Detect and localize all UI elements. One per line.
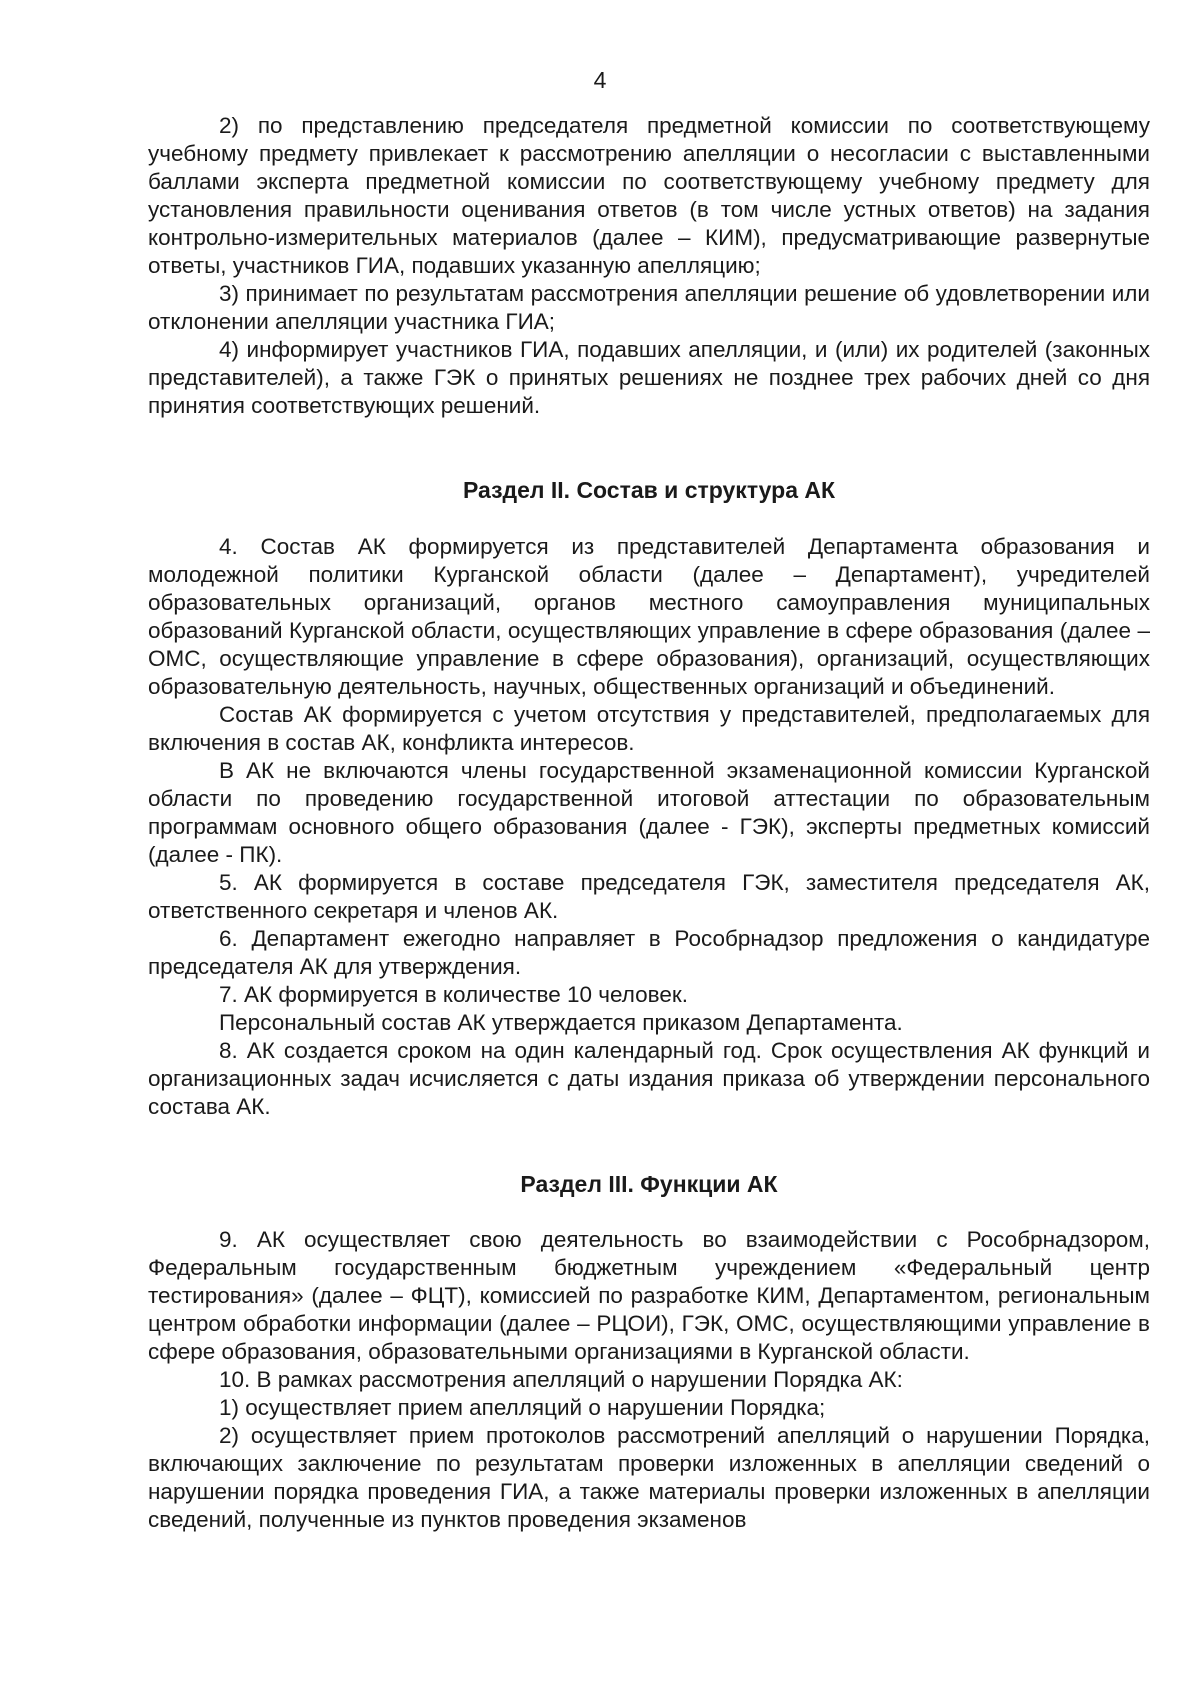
paragraph-9: 9. АК осуществляет свою деятельность во взаимодействии с Рособрнадзором, Федеральным государственным бюджетным учреждением «Федеральный центр тестирования» (далее – ФЦТ), комиссией по разработке КИМ, Департаментом, региональным центром обработки информации (далее – РЦОИ), ГЭК, ОМС, осуществляющими управление в сфере образования, образовательными организациями в Курганской области. — [148, 1227, 1150, 1364]
paragraph-item-4: 4) информирует участников ГИА, подавших апелляции, и (или) их родителей (законных представителей), а также ГЭК о принятых решениях не позднее трех рабочих дней со дня принятия соответствующих решений. — [148, 337, 1150, 418]
paragraph-5: 5. АК формируется в составе председателя ГЭК, заместителя председателя АК, ответственного секретаря и членов АК. — [148, 870, 1150, 923]
paragraph-10-item-1: 1) осуществляет прием апелляций о нарушении Порядка; — [219, 1395, 826, 1420]
section-3-heading: Раздел III. Функции АК — [520, 1171, 778, 1197]
paragraph-10: 10. В рамках рассмотрения апелляций о нарушении Порядка АК: — [219, 1367, 903, 1392]
section-3-body — [148, 1226, 1150, 1534]
intro-list — [148, 112, 1150, 420]
paragraph-item-3: 3) принимает по результатам рассмотрения апелляции решение об удовлетворении или отклонении апелляции участника ГИА; — [148, 281, 1150, 334]
paragraph-item-2: 2) по представлению председателя предметной комиссии по соответствующему учебному предмету привлекает к рассмотрению апелляции о несогласии с выставленными баллами эксперта предметной комиссии по соответствующему учебному предмету для установления правильности оценивания ответов (в том числе устных ответов) на задания контрольно-измерительных материалов (далее – КИМ), предусматривающие развернутые ответы, участников ГИА, подавших указанную апелляцию; — [148, 113, 1150, 278]
paragraph-10-item-2: 2) осуществляет прием протоколов рассмотрений апелляций о нарушении Порядка, включающих заключение по результатам проверки изложенных в апелляции сведений о нарушении порядка проведения ГИА, а также материалы проверки изложенных в апелляции сведений, полученные из пунктов проведения экзаменов — [148, 1423, 1150, 1532]
paragraph-4-exclusions: В АК не включаются члены государственной экзаменационной комиссии Курганской области по проведению государственной итоговой аттестации по образовательным программам основного общего образования (далее - ГЭК), эксперты предметных комиссий (далее - ПК). — [148, 758, 1150, 867]
paragraph-8: 8. АК создается сроком на один календарный год. Срок осуществления АК функций и организационных задач исчисляется с даты издания приказа об утверждении персонального состава АК. — [148, 1038, 1150, 1119]
paragraph-4-conflict: Состав АК формируется с учетом отсутствия у представителей, предполагаемых для включения в состав АК, конфликта интересов. — [148, 702, 1150, 755]
paragraph-4: 4. Состав АК формируется из представителей Департамента образования и молодежной политики Курганской области (далее – Департамент), учредителей образовательных организаций, органов местного самоуправления муниципальных образований Курганской области, осуществляющих управление в сфере образования (далее – ОМС, осуществляющие управление в сфере образования), организаций, осуществляющих образовательную деятельность, научных, общественных организаций и объединений. — [148, 534, 1150, 699]
paragraph-7: 7. АК формируется в количестве 10 человек. — [219, 982, 688, 1007]
section-2-heading: Раздел II. Состав и структура АК — [462, 477, 836, 503]
page-number: 4 — [593, 67, 607, 93]
paragraph-7-personal: Персональный состав АК утверждается приказом Департамента. — [219, 1010, 903, 1035]
paragraph-6: 6. Департамент ежегодно направляет в Рособрнадзор предложения о кандидатуре председателя АК для утверждения. — [148, 926, 1150, 979]
section-2-body — [148, 533, 1150, 1121]
